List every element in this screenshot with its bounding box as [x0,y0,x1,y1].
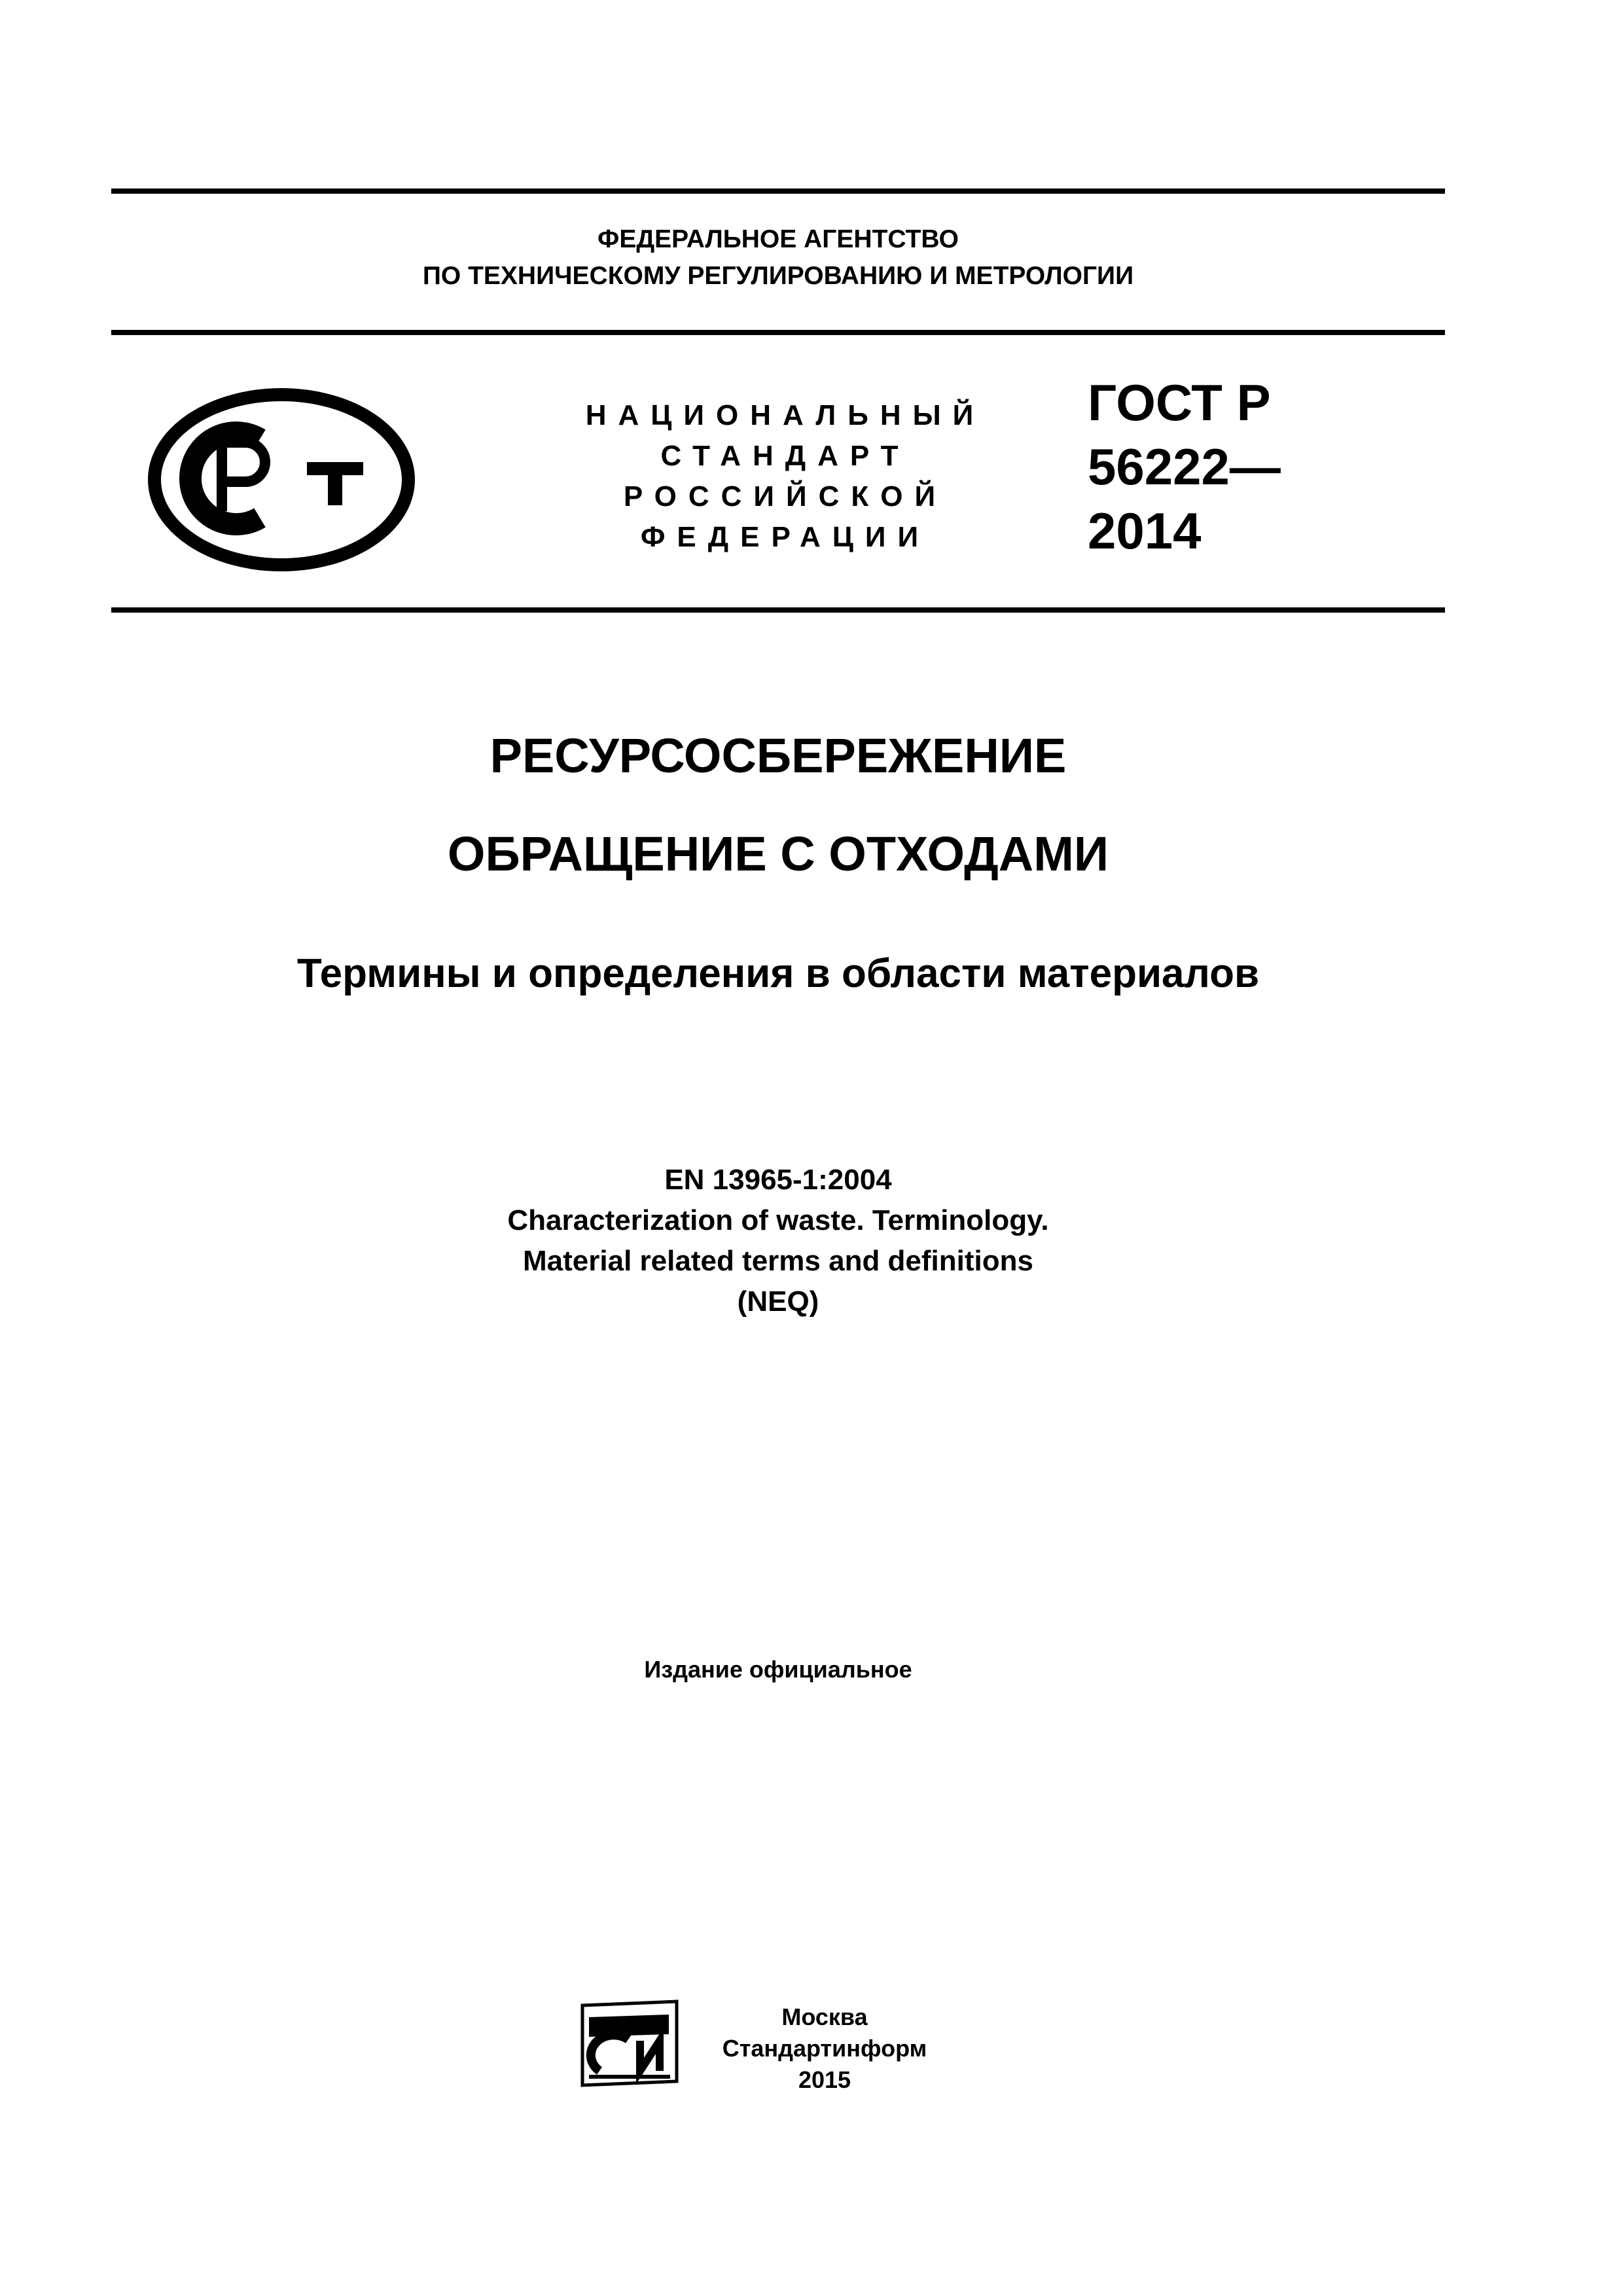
imprint-publisher: Стандартинформ [722,2035,927,2062]
national-standard-label [563,395,1008,558]
title-line-2: ОБРАЩЕНИЕ С ОТХОДАМИ [447,827,1109,881]
equivalence-degree: (NEQ) [737,1285,819,1318]
national-line-3: РОССИЙСКОЙ [623,480,948,512]
standard-designation [1088,370,1281,563]
equivalent-code: EN 13965-1:2004 [664,1164,892,1196]
agency-header [111,221,1445,295]
agency-line-2: ПО ТЕХНИЧЕСКОМУ РЕГУЛИРОВАНИЮ И МЕТРОЛОГИИ [422,262,1134,290]
title-line-1: РЕСУРСОСБЕРЕЖЕНИЕ [490,728,1067,783]
publisher-imprint [694,2001,955,2096]
document-subtitle: Термины и определения в области материалов [296,951,1260,996]
designation-line-2: 56222— [1088,438,1281,495]
designation-rule [111,607,1445,613]
agency-line-1: ФЕДЕРАЛЬНОЕ АГЕНТСТВО [597,225,959,253]
national-line-4: ФЕДЕРАЦИИ [640,521,931,553]
header-rule [111,330,1445,335]
equivalent-title-2: Material related terms and definitions [523,1245,1033,1277]
national-line-1: НАЦИОНАЛЬНЫЙ [585,399,986,431]
national-line-2: СТАНДАРТ [660,440,910,472]
international-equivalent [111,1160,1445,1322]
designation-line-3: 2014 [1088,502,1202,560]
imprint-city: Москва [781,2003,868,2030]
designation-line-1: ГОСТ Р [1088,374,1271,431]
gost-emblem-icon [147,385,416,575]
official-edition-label: Издание официальное [644,1656,912,1683]
imprint-year: 2015 [798,2066,851,2093]
equivalent-title-1: Characterization of waste. Terminology. [507,1204,1049,1236]
standartinform-logo-icon [577,1998,681,2089]
top-rule [111,188,1445,194]
